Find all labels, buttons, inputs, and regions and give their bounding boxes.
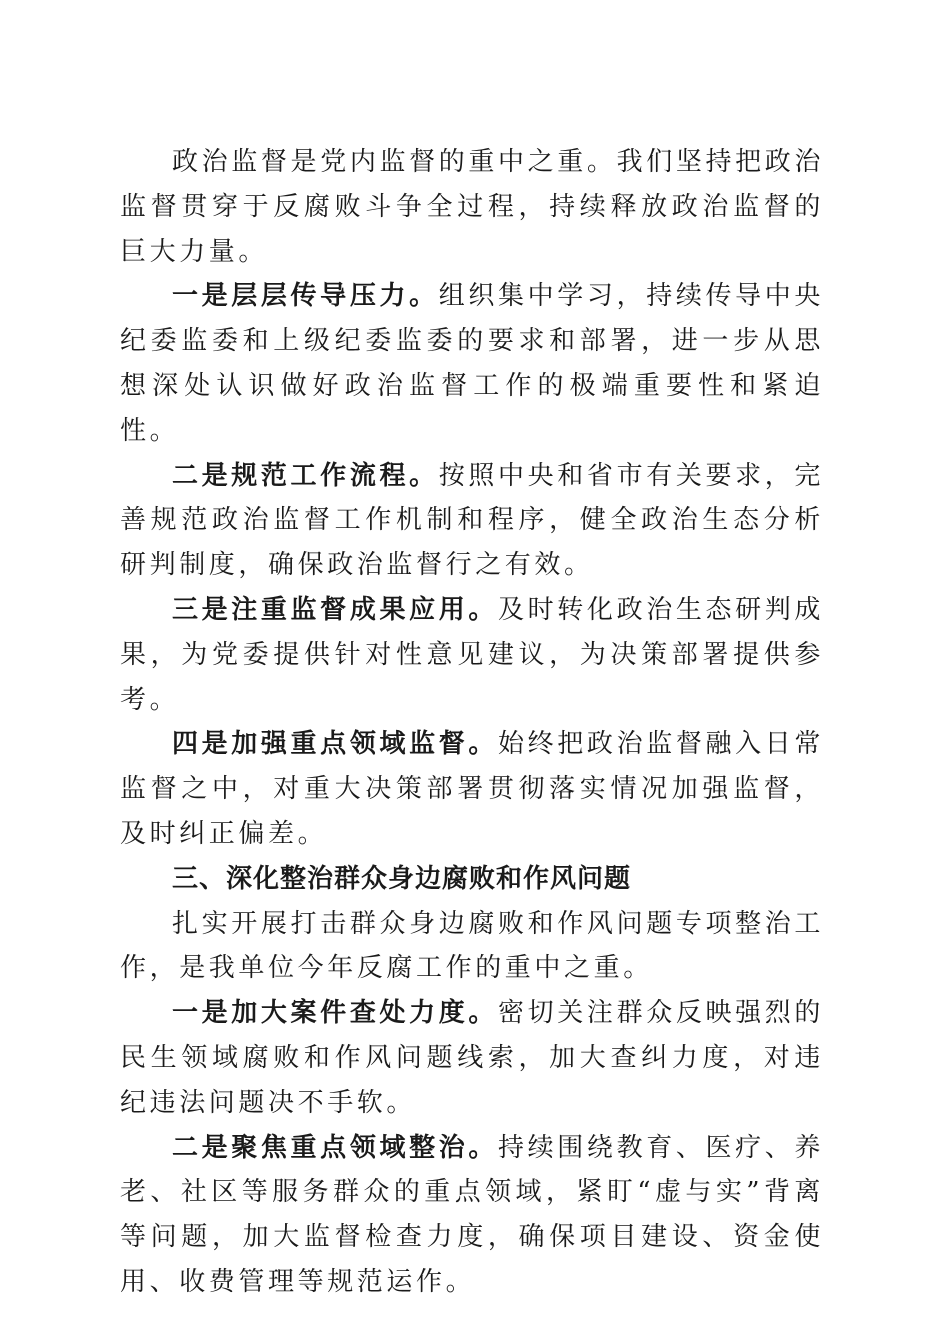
section-3-heading: 三、深化整治群众身边腐败和作风问题 xyxy=(172,863,632,894)
point-4-text: 始终把政治监督融入日常监督之中，对重大决策部署贯彻落实情况加强监督，及时纠正偏差。 xyxy=(120,729,824,849)
section-3-point-1 xyxy=(120,991,824,1125)
section-3-point-2 xyxy=(120,1126,824,1305)
section-3-point-2-text: 持续围绕教育、医疗、养老、社区等服务群众的重点领域，紧盯“虚与实”背离等问题，加大监督检查力度，确保项目建设、资金使用、收费管理等规范运作。 xyxy=(120,1132,824,1297)
point-2-lead: 二是规范工作流程。 xyxy=(172,460,439,491)
point-4-lead: 四是加强重点领域监督。 xyxy=(172,729,499,760)
intro-paragraph: 政治监督是党内监督的重中之重。我们坚持把政治监督贯穿于反腐败斗争全过程，持续释放政治监督的巨大力量。 xyxy=(120,147,824,267)
document-body xyxy=(120,140,824,1305)
point-1-text: 组织集中学习，持续传导中央纪委监委和上级纪委监委的要求和部署，进一步从思想深处认识做好政治监督工作的极端重要性和紧迫性。 xyxy=(120,281,824,446)
point-3-paragraph xyxy=(120,588,824,722)
point-2-text: 按照中央和省市有关要求，完善规范政治监督工作机制和程序，健全政治生态分析研判制度，确保政治监督行之有效。 xyxy=(120,460,824,581)
point-3-text: 及时转化政治生态研判成果，为党委提供针对性意见建议，为决策部署提供参考。 xyxy=(120,594,824,715)
section-3-point-1-text: 密切关注群众反映强烈的民生领域腐败和作风问题线索，加大查纠力度，对违纪违法问题决不手软。 xyxy=(120,998,824,1118)
section-3-point-1-lead: 一是加大案件查处力度。 xyxy=(172,998,499,1029)
point-1-lead: 一是层层传导压力。 xyxy=(172,281,439,312)
section-3-point-2-lead: 二是聚焦重点领域整治。 xyxy=(172,1132,499,1163)
section-3-intro: 扎实开展打击群众身边腐败和作风问题专项整治工作，是我单位今年反腐工作的重中之重。 xyxy=(120,908,824,984)
point-1-paragraph xyxy=(120,274,824,453)
point-4-paragraph xyxy=(120,722,824,856)
point-3-lead: 三是注重监督成果应用。 xyxy=(172,594,499,625)
point-2-paragraph xyxy=(120,454,824,588)
